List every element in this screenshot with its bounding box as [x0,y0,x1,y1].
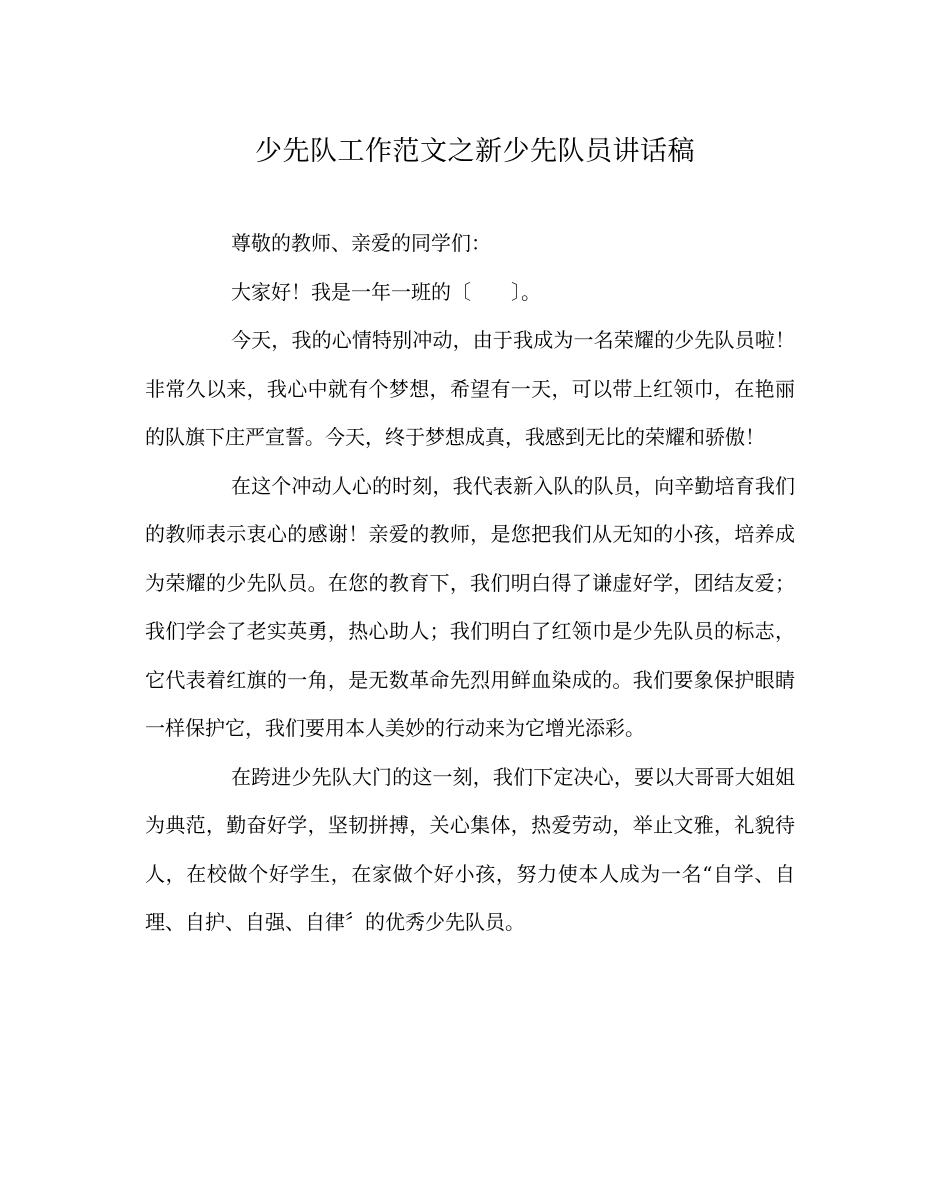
paragraph-2: 在这个冲动人心的时刻，我代表新入队的队员，向辛勤培育我们的教师表示衷心的感谢！亲爱的教师，是您把我们从无知的小孩，培养成为荣耀的少先队员。在您的教育下，我们明白得了谦虚好学，团结友爱；我们学会了老实英勇，热心助人；我们明白了红领巾是少先队员的标志，它代表着红旗的一角，是无数革命先烈用鲜血染成的。我们要象保护眼睛一样保护它，我们要用本人美妙的行动来为它增光添彩。 [145,473,795,740]
paragraph-1: 今天，我的心情特别冲动，由于我成为一名荣耀的少先队员啦！非常久以来，我心中就有个梦想，希望有一天，可以带上红领巾，在艳丽的队旗下庄严宣誓。今天，终于梦想成真，我感到无比的荣耀和骄傲！ [145,328,795,449]
paragraph-salutation: 尊敬的教师、亲爱的同学们： [231,231,491,255]
paragraph-greeting: 大家好！我是一年一班的〔 〕。 [231,279,541,304]
paragraph-3: 在跨进少先队大门的这一刻，我们下定决心，要以大哥哥大姐姐为典范，勤奋好学，坚韧拼搏，关心集体，热爱劳动，举止文雅，礼貌待人，在校做个好学生，在家做个好小孩，努力使本人成为一名“自学、自理、自护、自强、自律〞的优秀少先队员。 [145,764,795,934]
document-title: 少先队工作范文之新少先队员讲话稿 [255,136,695,167]
document-body [145,219,795,947]
